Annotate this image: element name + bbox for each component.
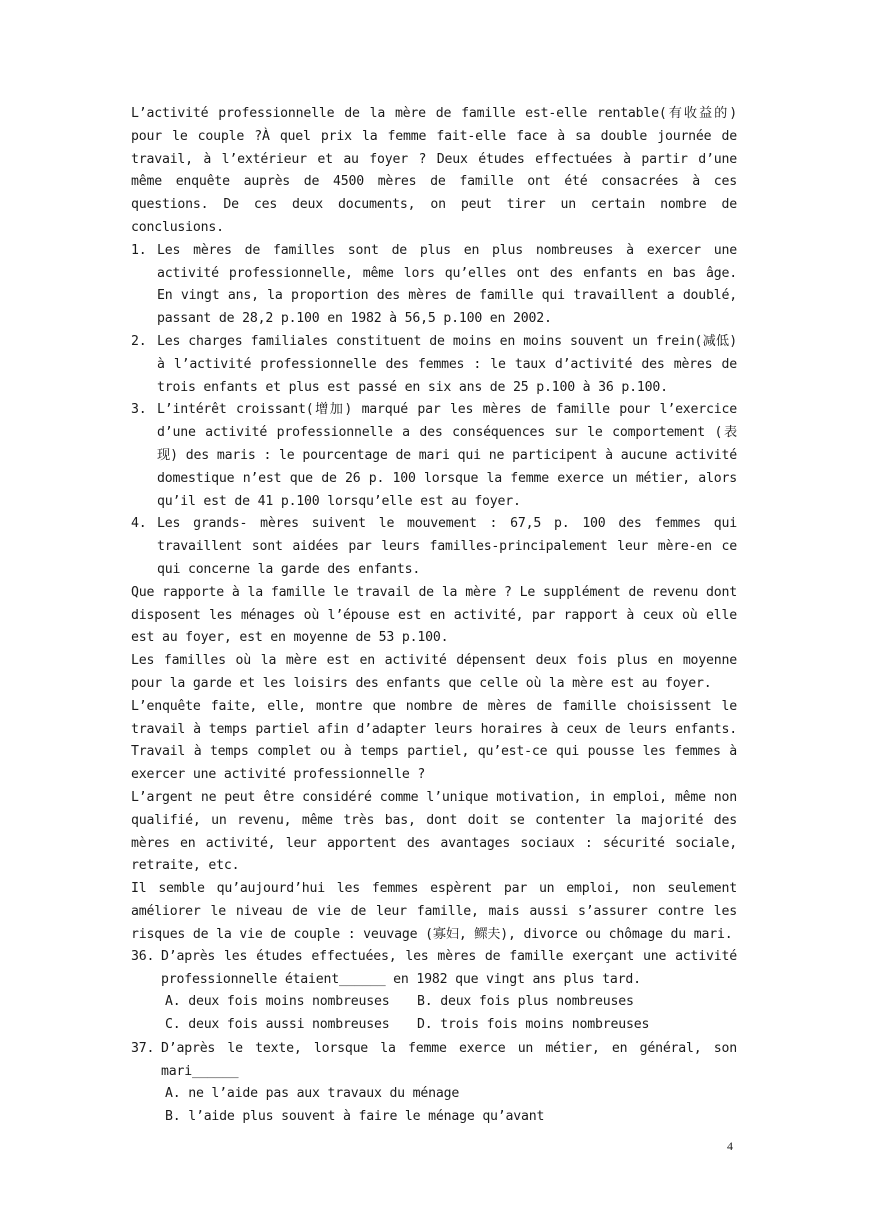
body-paragraph: Les familles où la mère est en activité dépensent deux fois plus en moyenne pour la garde et les loisirs des enfants que celle où la mère est au foyer.	[131, 653, 737, 691]
body-paragraph: Il semble qu’aujourd’hui les femmes espèrent par un emploi, non seulement améliorer le niveau de vie de leur famille, mais aussi s’assurer contre les risques de la vie de couple : veuvage (寡妇, 鳏夫), divorce ou chômage du mari.	[131, 881, 737, 942]
option-b: B. deux fois plus nombreuses	[417, 994, 634, 1010]
question-stem	[131, 1038, 737, 1083]
list-text: L’intérêt croissant(增加) marqué par les mères de famille pour l’exercice d’une activité professionnelle a des conséquences sur le comportement (表现) des maris : le pourcentage de mari qui ne participent à aucune activité domestique n’est que de 26 p. 100 lorsque la femme exerce un métier, alors qu’il est de 41 p.100 lorsqu’elle est au foyer.	[157, 402, 737, 509]
list-item	[131, 399, 737, 513]
option-row	[165, 1014, 737, 1037]
body-paragraph: L’argent ne peut être considéré comme l’unique motivation, in emploi, même non qualifié, un revenu, même très bas, dont doit se contenter la majorité des mères en activité, leur apportent des avantages sociaux : sécurité sociale, retraite, etc.	[131, 789, 737, 874]
passage	[131, 103, 737, 946]
option-b: B. l’aide plus souvent à faire le ménage qu’avant	[165, 1108, 545, 1124]
question-37	[131, 1038, 737, 1128]
option-row	[165, 991, 737, 1014]
body-paragraph: L’enquête faite, elle, montre que nombre de mères de famille choisissent le travail à temps partiel afin d’adapter leurs horaires à ceux de leurs enfants. Travail à temps complet ou à temps partiel, qu’est-ce qui pousse les femmes à exercer une activité professionnelle ?	[131, 698, 737, 783]
option-a: A. ne l’aide pas aux travaux du ménage	[165, 1086, 460, 1102]
list-number: 3.	[131, 402, 147, 418]
list-number: 4.	[131, 516, 147, 532]
list-text: Les mères de familles sont de plus en plus nombreuses à exercer une activité professionnelle, même lors qu’elles ont des enfants en bas âge. En vingt ans, la proportion des mères de famille qui travaillent a doublé, passant de 28,2 p.100 en 1982 à 56,5 p.100 en 2002.	[157, 242, 737, 327]
question-stem	[131, 946, 737, 991]
option-c: C. deux fois aussi nombreuses	[165, 1016, 390, 1032]
question-text: D’après les études effectuées, les mères de famille exerçant une activité professionnelle étaient______ en 1982 que vingt ans plus tard.	[161, 949, 737, 987]
list-text: Les grands- mères suivent le mouvement : 67,5 p. 100 des femmes qui travaillent sont aidées par leurs familles-principalement leur mère-en ce qui concerne la garde des enfants.	[157, 516, 737, 577]
intro-paragraph: L’activité professionnelle de la mère de famille est-elle rentable(有收益的) pour le couple ?À quel prix la femme fait-elle face à sa double journée de travail, à l’extérieur et au foyer ? Deux études effectuées à partir d’une même enquête auprès de 4500 mères de famille ont été consacrées à ces questions. De ces deux documents, on peut tirer un certain nombre de conclusions.	[131, 106, 737, 235]
options	[131, 991, 737, 1036]
option-row	[165, 1083, 737, 1106]
question-text: D’après le texte, lorsque la femme exerce un métier, en général, son mari______	[161, 1041, 737, 1079]
list-text: Les charges familiales constituent de moins en moins souvent un frein(减低) à l’activité professionnelle des femmes : le taux d’activité des mères de trois enfants et plus est passé en six ans de 25 p.100 à 36 p.100.	[157, 333, 737, 395]
body-paragraph: Que rapporte à la famille le travail de la mère ? Le supplément de revenu dont disposent les ménages où l’épouse est en activité, par rapport à ceux où elle est au foyer, est en moyenne de 53 p.100.	[131, 584, 737, 646]
option-row	[165, 1106, 737, 1129]
option-d: D. trois fois moins nombreuses	[417, 1016, 650, 1032]
question-number: 36.	[131, 949, 155, 964]
option-a: A. deux fois moins nombreuses	[165, 994, 390, 1010]
list-number: 1.	[131, 242, 147, 258]
question-36	[131, 946, 737, 1036]
list-item	[131, 331, 737, 399]
options	[131, 1083, 737, 1128]
page-number: 4	[727, 1139, 733, 1153]
list-item	[131, 240, 737, 331]
list-item	[131, 513, 737, 581]
question-number: 37.	[131, 1041, 155, 1056]
list-number: 2.	[131, 333, 147, 349]
